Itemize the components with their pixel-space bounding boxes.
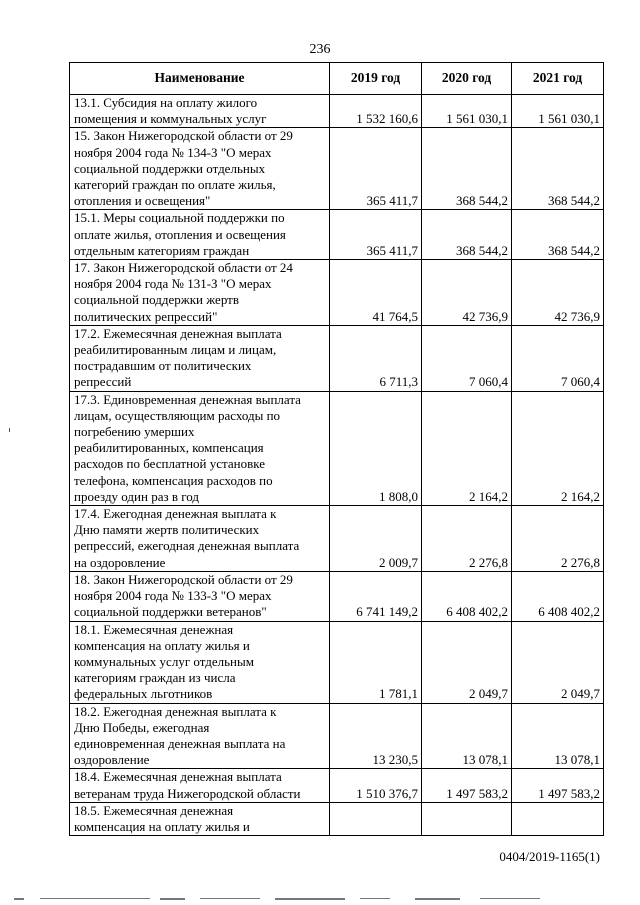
row-name-line: компенсация на оплату жилья и bbox=[74, 637, 250, 653]
margin-mark bbox=[9, 428, 10, 432]
row-name-line: реабилитированным лицам и лицам, bbox=[74, 342, 277, 358]
row-name-line: пострадавшим от политических bbox=[74, 358, 252, 374]
table-row bbox=[70, 769, 604, 802]
row-name-line: отопления и освещения" bbox=[74, 193, 211, 209]
row-name-line: лицам, осуществляющим расходы по bbox=[74, 407, 281, 423]
value-2020: 2 276,8 bbox=[422, 506, 512, 572]
value-2020: 42 736,9 bbox=[422, 260, 512, 326]
scan-edge-artifact bbox=[0, 893, 640, 905]
table-row bbox=[70, 210, 604, 260]
value-2019: 2 009,7 bbox=[330, 506, 422, 572]
row-name-line: ноября 2004 года № 133-З "О мерах bbox=[74, 588, 272, 604]
table-row bbox=[70, 260, 604, 326]
row-name-line: 17.2. Ежемесячная денежная выплата bbox=[74, 325, 282, 341]
value-2019 bbox=[330, 802, 422, 835]
value-2020: 1 497 583,2 bbox=[422, 769, 512, 802]
budget-table bbox=[69, 62, 604, 836]
value-2021: 6 408 402,2 bbox=[512, 571, 604, 621]
row-name-line: социальной поддержки ветеранов" bbox=[74, 604, 267, 620]
value-2019: 1 510 376,7 bbox=[330, 769, 422, 802]
table-row bbox=[70, 506, 604, 572]
value-2020 bbox=[422, 802, 512, 835]
row-name-line: расходов по бесплатной установке bbox=[74, 456, 265, 472]
value-2019: 6 741 149,2 bbox=[330, 571, 422, 621]
value-2021: 42 736,9 bbox=[512, 260, 604, 326]
header-2021: 2021 год bbox=[512, 63, 604, 95]
row-name-line: 18. Закон Нижегородской области от 29 bbox=[74, 571, 293, 587]
row-name-line: погребению умерших bbox=[74, 424, 195, 440]
row-name-line: репрессий bbox=[74, 374, 132, 390]
row-name-line: 17. Закон Нижегородской области от 24 bbox=[74, 260, 293, 276]
value-2021: 368 544,2 bbox=[512, 210, 604, 260]
value-2019: 365 411,7 bbox=[330, 210, 422, 260]
row-name-cell bbox=[70, 802, 330, 835]
row-name-line: телефона, компенсация расходов по bbox=[74, 472, 273, 488]
row-name-line: ноября 2004 года № 134-З "О мерах bbox=[74, 144, 272, 160]
value-2020: 6 408 402,2 bbox=[422, 571, 512, 621]
row-name-cell bbox=[70, 260, 330, 326]
table-header-row bbox=[70, 63, 604, 95]
row-name-line: компенсация на оплату жилья и bbox=[74, 818, 250, 834]
value-2019: 13 230,5 bbox=[330, 703, 422, 769]
row-name-cell bbox=[70, 506, 330, 572]
value-2019: 365 411,7 bbox=[330, 128, 422, 210]
row-name-line: 17.3. Единовременная денежная выплата bbox=[74, 391, 301, 407]
row-name-line: на оздоровление bbox=[74, 554, 166, 570]
row-name-line: Дню памяти жертв политических bbox=[74, 522, 260, 538]
value-2020: 368 544,2 bbox=[422, 210, 512, 260]
header-2019: 2019 год bbox=[330, 63, 422, 95]
value-2019: 1 532 160,6 bbox=[330, 95, 422, 128]
row-name-line: категорий граждан по оплате жилья, bbox=[74, 177, 276, 193]
row-name-cell bbox=[70, 391, 330, 505]
row-name-line: 15. Закон Нижегородской области от 29 bbox=[74, 128, 293, 144]
value-2020: 2 164,2 bbox=[422, 391, 512, 505]
row-name-line: 15.1. Меры социальной поддержки по bbox=[74, 210, 285, 226]
table-row bbox=[70, 128, 604, 210]
value-2020: 13 078,1 bbox=[422, 703, 512, 769]
row-name-line: федеральных льготников bbox=[74, 686, 213, 702]
value-2021 bbox=[512, 802, 604, 835]
table-row bbox=[70, 95, 604, 128]
row-name-line: коммунальных услуг отдельным bbox=[74, 653, 254, 669]
table-row bbox=[70, 325, 604, 391]
row-name-cell bbox=[70, 571, 330, 621]
row-name-line: политических репрессий" bbox=[74, 308, 218, 324]
row-name-cell bbox=[70, 128, 330, 210]
table-row bbox=[70, 621, 604, 703]
table-row bbox=[70, 703, 604, 769]
value-2021: 2 049,7 bbox=[512, 621, 604, 703]
value-2021: 368 544,2 bbox=[512, 128, 604, 210]
row-name-line: ветеранам труда Нижегородской области bbox=[74, 785, 301, 801]
row-name-cell bbox=[70, 703, 330, 769]
value-2020: 2 049,7 bbox=[422, 621, 512, 703]
table-row bbox=[70, 571, 604, 621]
document-code: 0404/2019-1165(1) bbox=[499, 849, 600, 864]
row-name-cell bbox=[70, 769, 330, 802]
row-name-line: социальной поддержки жертв bbox=[74, 292, 239, 308]
row-name-line: 18.5. Ежемесячная денежная bbox=[74, 802, 234, 818]
value-2021: 2 164,2 bbox=[512, 391, 604, 505]
row-name-line: оздоровление bbox=[74, 752, 150, 768]
value-2021: 2 276,8 bbox=[512, 506, 604, 572]
row-name-line: репрессий, ежегодная денежная выплата bbox=[74, 538, 300, 554]
row-name-cell bbox=[70, 621, 330, 703]
value-2021: 1 561 030,1 bbox=[512, 95, 604, 128]
value-2021: 1 497 583,2 bbox=[512, 769, 604, 802]
header-name: Наименование bbox=[70, 63, 330, 95]
row-name-line: помещения и коммунальных услуг bbox=[74, 111, 267, 127]
value-2020: 368 544,2 bbox=[422, 128, 512, 210]
value-2020: 1 561 030,1 bbox=[422, 95, 512, 128]
row-name-line: 18.2. Ежегодная денежная выплата к bbox=[74, 703, 277, 719]
value-2021: 13 078,1 bbox=[512, 703, 604, 769]
table-row bbox=[70, 391, 604, 505]
row-name-line: реабилитированных, компенсация bbox=[74, 440, 264, 456]
row-name-line: 17.4. Ежегодная денежная выплата к bbox=[74, 506, 277, 522]
value-2020: 7 060,4 bbox=[422, 325, 512, 391]
value-2019: 1 808,0 bbox=[330, 391, 422, 505]
row-name-line: категориям граждан из числа bbox=[74, 670, 236, 686]
value-2019: 1 781,1 bbox=[330, 621, 422, 703]
row-name-line: 13.1. Субсидия на оплату жилого bbox=[74, 95, 258, 110]
value-2021: 7 060,4 bbox=[512, 325, 604, 391]
value-2019: 41 764,5 bbox=[330, 260, 422, 326]
row-name-line: 18.4. Ежемесячная денежная выплата bbox=[74, 769, 282, 785]
value-2019: 6 711,3 bbox=[330, 325, 422, 391]
table-row bbox=[70, 802, 604, 835]
row-name-cell bbox=[70, 210, 330, 260]
table-body bbox=[70, 95, 604, 836]
page-number: 236 bbox=[309, 42, 331, 57]
row-name-line: Дню Победы, ежегодная bbox=[74, 719, 210, 735]
row-name-cell bbox=[70, 325, 330, 391]
row-name-line: проезду один раз в год bbox=[74, 488, 200, 504]
row-name-line: оплате жилья, отопления и освещения bbox=[74, 226, 286, 242]
row-name-line: отдельным категориям граждан bbox=[74, 242, 250, 258]
row-name-cell bbox=[70, 95, 330, 128]
row-name-line: социальной поддержки отдельных bbox=[74, 160, 266, 176]
row-name-line: единовременная денежная выплата на bbox=[74, 735, 286, 751]
row-name-line: 18.1. Ежемесячная денежная bbox=[74, 621, 234, 637]
row-name-line: ноября 2004 года № 131-З "О мерах bbox=[74, 276, 272, 292]
header-2020: 2020 год bbox=[422, 63, 512, 95]
